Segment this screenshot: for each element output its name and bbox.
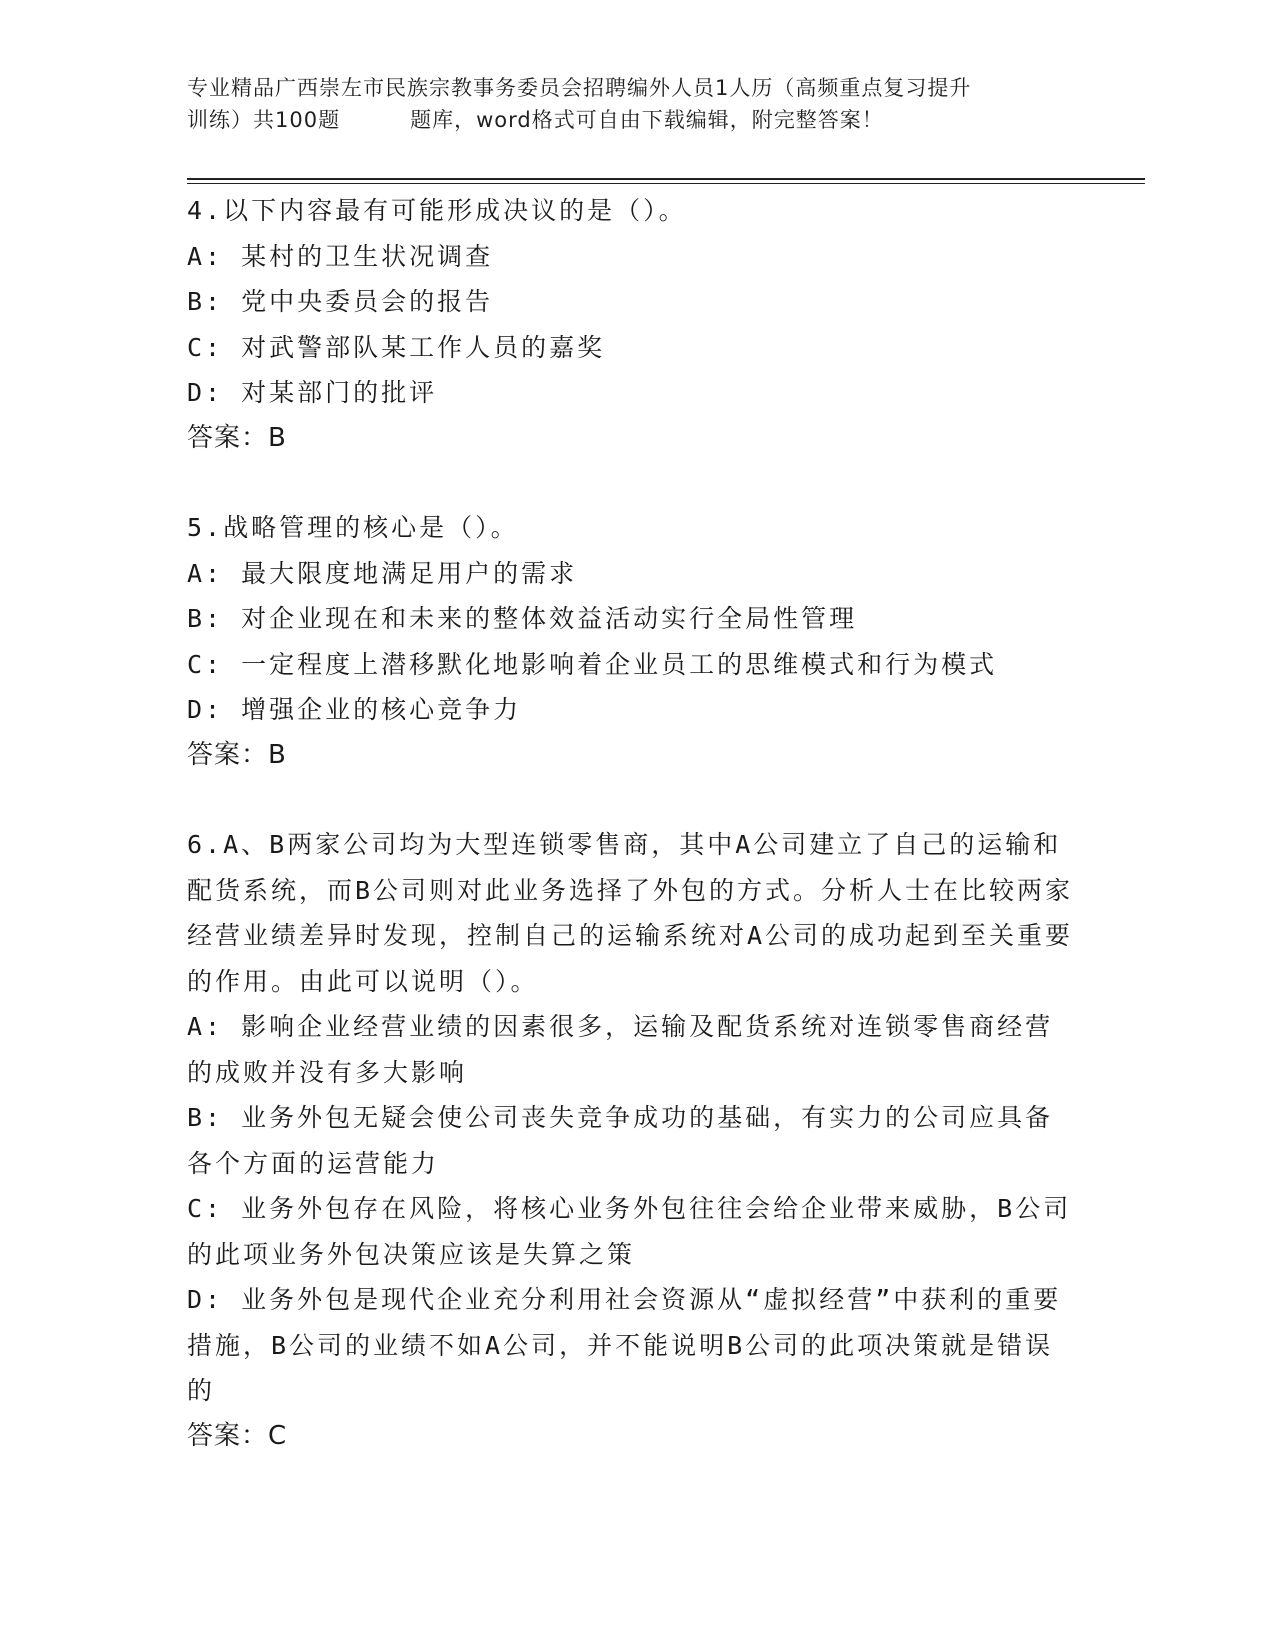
header-rule-thick (187, 178, 1145, 180)
option-c: C: 业务外包存在风险，将核心业务外包往往会给企业带来威胁，B公司的此项业务外包决策应该是失算之策 (187, 1194, 1072, 1269)
option-a: A: 某村的卫生状况调查 (187, 241, 494, 271)
option-c: C: 一定程度上潜移默化地影响着企业员工的思维模式和行为模式 (187, 649, 998, 679)
header-rule-thin (187, 183, 1145, 184)
option-b: B: 党中央委员会的报告 (187, 287, 494, 316)
header-line-2-part-1: 训练）共100题 (187, 108, 341, 132)
option-d: D: 对某部门的批评 (187, 378, 438, 407)
answer-label: 答案：B (187, 739, 287, 770)
option-b: B: 业务外包无疑会使公司丧失竞争成功的基础，有实力的公司应具备各个方面的运营能力 (187, 1103, 1054, 1178)
header-line-2 (187, 104, 1087, 136)
option-c: C: 对武警部队某工作人员的嘉奖 (187, 332, 606, 362)
header-line-1: 专业精品广西崇左市民族宗教事务委员会招聘编外人员1人历（高频重点复习提升 (187, 76, 972, 100)
answer-label: 答案：B (187, 422, 287, 453)
question-stem: 6.A、B两家公司均为大型连锁零售商，其中A公司建立了自己的运输和配货系统，而B公司则对此业务选择了外包的方式。分析人士在比较两家经营业绩差异时发现，控制自己的运输系统对A公司的成功起到至关重要的作用。由此可以说明（）。 (187, 830, 1074, 996)
option-b: B: 对企业现在和未来的整体效益活动实行全局性管理 (187, 604, 858, 633)
option-d: D: 业务外包是现代企业充分利用社会资源从“虚拟经营”中获利的重要措施，B公司的业绩不如A公司，并不能说明B公司的此项决策就是错误的 (187, 1285, 1062, 1405)
option-d: D: 增强企业的核心竞争力 (187, 695, 522, 724)
question-5 (187, 505, 1077, 778)
option-a: A: 影响企业经营业绩的因素很多，运输及配货系统对连锁零售商经营的成败并没有多大影响 (187, 1012, 1054, 1087)
header-line-2-part-2: 题库，word格式可自由下载编辑，附完整答案！ (410, 108, 884, 132)
question-stem: 5.战略管理的核心是（）。 (187, 513, 519, 542)
option-a: A: 最大限度地满足用户的需求 (187, 558, 578, 588)
answer-label: 答案：C (187, 1420, 288, 1451)
question-list (187, 188, 1077, 1503)
document-header (187, 72, 1087, 136)
question-4 (187, 188, 1077, 461)
question-6 (187, 822, 1077, 1459)
question-stem: 4.以下内容最有可能形成决议的是（）。 (187, 196, 687, 225)
